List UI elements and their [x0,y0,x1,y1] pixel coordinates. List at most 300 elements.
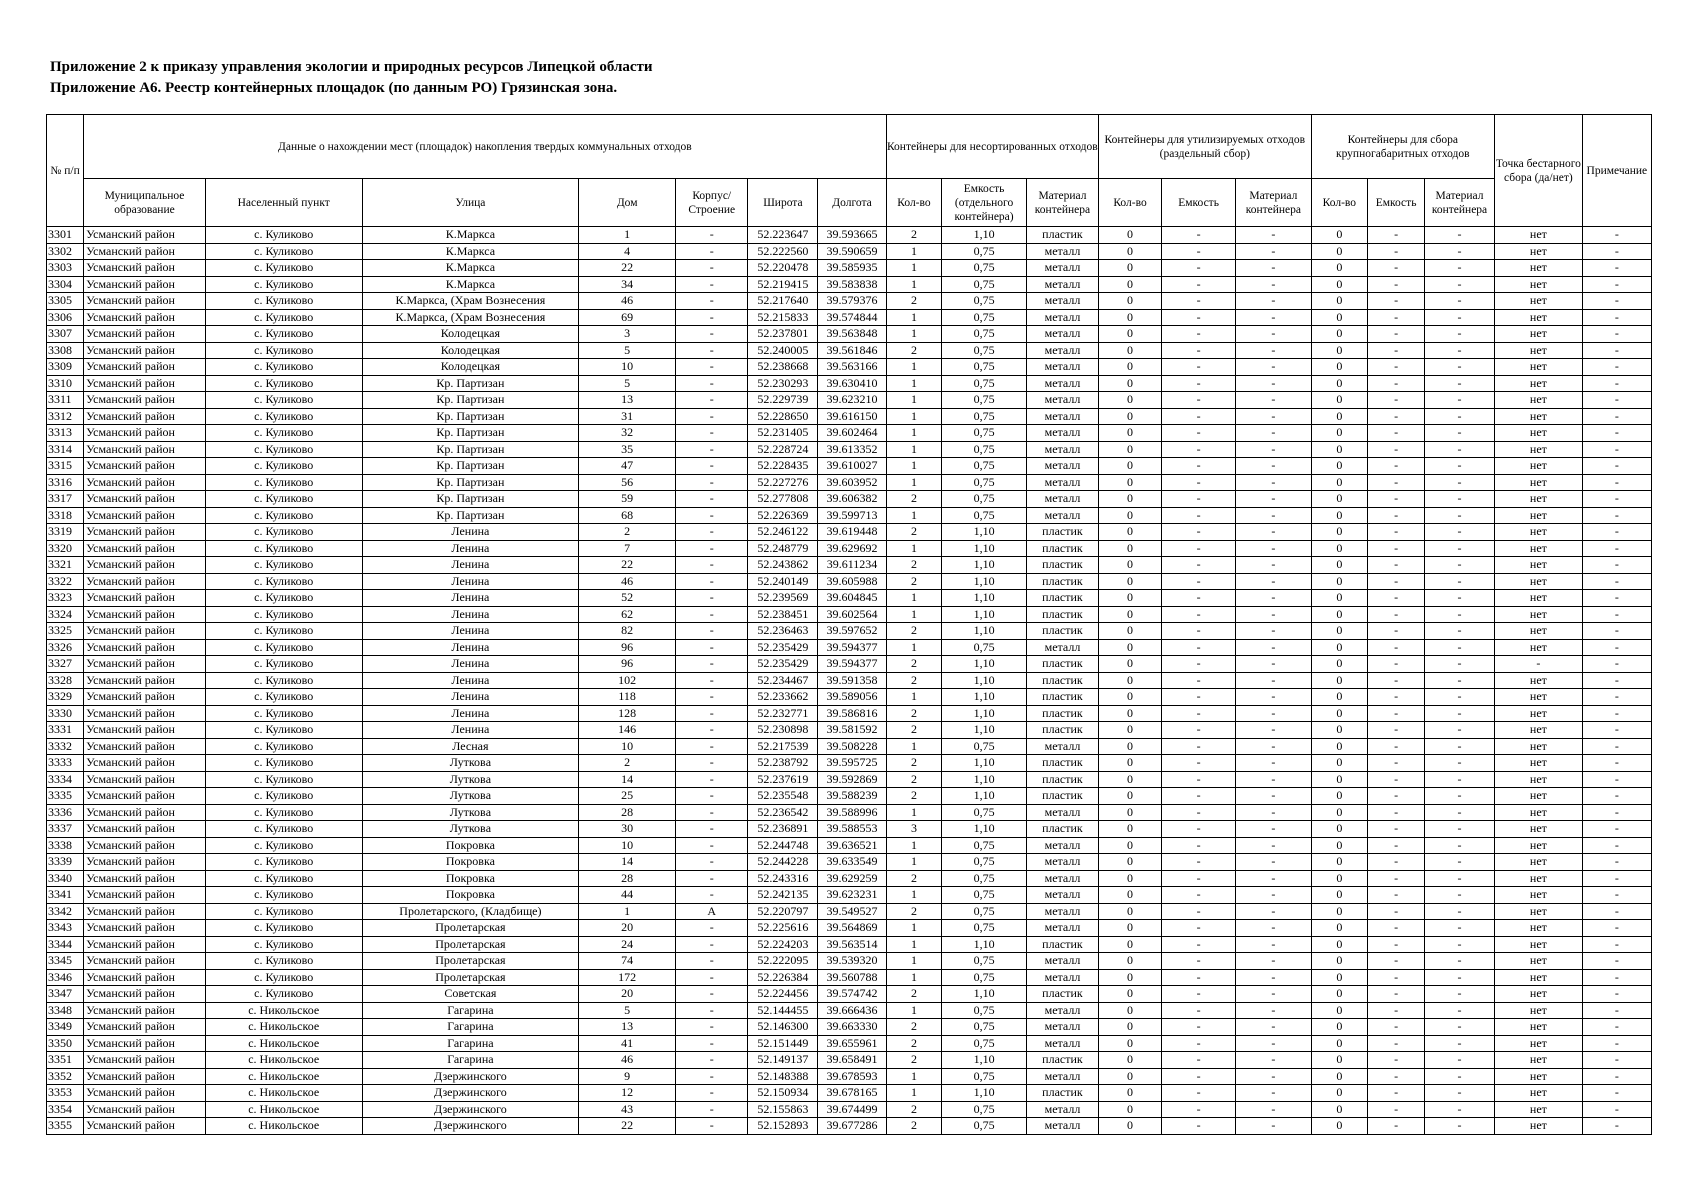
b-capacity-cell: - [1368,606,1425,623]
num-cell: 3342 [47,903,84,920]
note-cell: - [1582,903,1651,920]
u-capacity-cell: 1,10 [942,755,1027,772]
s-capacity-cell: - [1161,392,1235,409]
house-cell: 1 [579,903,676,920]
s-count-cell: 0 [1099,375,1162,392]
s-material-cell: - [1236,342,1311,359]
note-cell: - [1582,854,1651,871]
note-cell: - [1582,260,1651,277]
house-cell: 25 [579,788,676,805]
lon-cell: 39.560788 [818,969,886,986]
lat-cell: 52.236542 [748,804,818,821]
point-cell: нет [1495,639,1583,656]
note-cell: - [1582,953,1651,970]
building-cell: А [676,903,748,920]
b-material-cell: - [1424,491,1494,508]
s-material-cell: - [1236,375,1311,392]
note-cell: - [1582,293,1651,310]
u-count-cell: 1 [886,1085,942,1102]
b-capacity-cell: - [1368,1101,1425,1118]
note-cell: - [1582,540,1651,557]
b-count-cell: 0 [1311,474,1368,491]
u-count-cell: 1 [886,276,942,293]
building-cell: - [676,672,748,689]
lat-cell: 52.242135 [748,887,818,904]
s-material-cell: - [1236,524,1311,541]
settlement-cell: с. Куликово [205,425,362,442]
s-material-cell: - [1236,887,1311,904]
s-capacity-cell: - [1161,804,1235,821]
s-count-cell: 0 [1099,1101,1162,1118]
street-cell: Лутковa [362,821,579,838]
b-capacity-cell: - [1368,293,1425,310]
house-cell: 20 [579,986,676,1003]
u-capacity-cell: 1,10 [942,606,1027,623]
s-count-cell: 0 [1099,408,1162,425]
point-cell: нет [1495,293,1583,310]
s-material-cell: - [1236,623,1311,640]
municipality-cell: Усманский район [84,903,206,920]
s-capacity-cell: - [1161,342,1235,359]
street-cell: Ленина [362,590,579,607]
header-group-bulky: Контейнеры для сбора крупногабаритных отходов [1311,115,1495,179]
b-capacity-cell: - [1368,1002,1425,1019]
b-material-cell: - [1424,1035,1494,1052]
municipality-cell: Усманский район [84,309,206,326]
u-count-cell: 1 [886,953,942,970]
house-cell: 13 [579,1019,676,1036]
settlement-cell: с. Куликово [205,986,362,1003]
municipality-cell: Усманский район [84,722,206,739]
house-cell: 14 [579,771,676,788]
s-material-cell: - [1236,639,1311,656]
b-capacity-cell: - [1368,359,1425,376]
table-row [47,557,1652,574]
settlement-cell: с. Куликово [205,854,362,871]
table-row [47,969,1652,986]
point-cell: нет [1495,623,1583,640]
street-cell: Лутковa [362,771,579,788]
street-cell: Дзержинского [362,1085,579,1102]
b-material-cell: - [1424,1002,1494,1019]
table-row [47,689,1652,706]
s-capacity-cell: - [1161,738,1235,755]
s-count-cell: 0 [1099,788,1162,805]
note-cell: - [1582,1085,1651,1102]
s-material-cell: - [1236,672,1311,689]
b-capacity-cell: - [1368,491,1425,508]
point-cell: нет [1495,1019,1583,1036]
table-row [47,755,1652,772]
b-count-cell: 0 [1311,227,1368,244]
settlement-cell: с. Куликово [205,276,362,293]
num-cell: 3327 [47,656,84,673]
s-capacity-cell: - [1161,606,1235,623]
b-count-cell: 0 [1311,936,1368,953]
header-s-material: Материал контейнера [1236,179,1311,227]
header-u-material: Материал контейнера [1026,179,1098,227]
num-cell: 3315 [47,458,84,475]
u-material-cell: металл [1026,953,1098,970]
lon-cell: 39.602464 [818,425,886,442]
s-count-cell: 0 [1099,722,1162,739]
point-cell: нет [1495,1035,1583,1052]
u-capacity-cell: 0,75 [942,854,1027,871]
table-row [47,425,1652,442]
s-count-cell: 0 [1099,755,1162,772]
note-cell: - [1582,243,1651,260]
b-count-cell: 0 [1311,953,1368,970]
s-capacity-cell: - [1161,639,1235,656]
street-cell: К.Маркса [362,260,579,277]
note-cell: - [1582,639,1651,656]
u-material-cell: пластик [1026,590,1098,607]
s-capacity-cell: - [1161,788,1235,805]
b-capacity-cell: - [1368,623,1425,640]
u-capacity-cell: 0,75 [942,953,1027,970]
building-cell: - [676,969,748,986]
u-count-cell: 2 [886,227,942,244]
note-cell: - [1582,887,1651,904]
settlement-cell: с. Куликово [205,788,362,805]
lon-cell: 39.539320 [818,953,886,970]
note-cell: - [1582,425,1651,442]
lon-cell: 39.619448 [818,524,886,541]
u-material-cell: пластик [1026,705,1098,722]
table-row [47,936,1652,953]
b-count-cell: 0 [1311,309,1368,326]
table-row [47,672,1652,689]
u-count-cell: 1 [886,590,942,607]
point-cell: нет [1495,491,1583,508]
s-capacity-cell: - [1161,293,1235,310]
b-count-cell: 0 [1311,672,1368,689]
num-cell: 3305 [47,293,84,310]
street-cell: Ленина [362,573,579,590]
u-capacity-cell: 1,10 [942,590,1027,607]
municipality-cell: Усманский район [84,590,206,607]
b-count-cell: 0 [1311,573,1368,590]
u-material-cell: металл [1026,1002,1098,1019]
point-cell: нет [1495,507,1583,524]
num-cell: 3329 [47,689,84,706]
s-material-cell: - [1236,771,1311,788]
street-cell: Кр. Партизан [362,441,579,458]
b-count-cell: 0 [1311,293,1368,310]
house-cell: 118 [579,689,676,706]
point-cell: нет [1495,854,1583,871]
building-cell: - [676,738,748,755]
street-cell: Ленина [362,672,579,689]
u-material-cell: пластик [1026,606,1098,623]
u-material-cell: металл [1026,293,1098,310]
house-cell: 28 [579,870,676,887]
u-capacity-cell: 0,75 [942,870,1027,887]
num-cell: 3306 [47,309,84,326]
u-material-cell: пластик [1026,1052,1098,1069]
b-count-cell: 0 [1311,1052,1368,1069]
lon-cell: 39.595725 [818,755,886,772]
u-count-cell: 1 [886,689,942,706]
lat-cell: 52.236891 [748,821,818,838]
u-capacity-cell: 0,75 [942,738,1027,755]
lat-cell: 52.150934 [748,1085,818,1102]
u-count-cell: 1 [886,260,942,277]
s-material-cell: - [1236,821,1311,838]
num-cell: 3321 [47,557,84,574]
house-cell: 10 [579,837,676,854]
s-capacity-cell: - [1161,969,1235,986]
settlement-cell: с. Никольское [205,1019,362,1036]
s-capacity-cell: - [1161,1068,1235,1085]
municipality-cell: Усманский район [84,524,206,541]
u-count-cell: 1 [886,425,942,442]
settlement-cell: с. Куликово [205,903,362,920]
s-material-cell: - [1236,936,1311,953]
u-count-cell: 2 [886,1118,942,1135]
lat-cell: 52.235429 [748,639,818,656]
b-count-cell: 0 [1311,1002,1368,1019]
b-count-cell: 0 [1311,755,1368,772]
s-capacity-cell: - [1161,1085,1235,1102]
house-cell: 46 [579,1052,676,1069]
settlement-cell: с. Куликово [205,507,362,524]
lon-cell: 39.605988 [818,573,886,590]
header-lon: Долгота [818,179,886,227]
u-material-cell: пластик [1026,672,1098,689]
s-material-cell: - [1236,788,1311,805]
num-cell: 3353 [47,1085,84,1102]
u-material-cell: пластик [1026,722,1098,739]
building-cell: - [676,656,748,673]
b-material-cell: - [1424,425,1494,442]
b-count-cell: 0 [1311,887,1368,904]
b-capacity-cell: - [1368,771,1425,788]
s-material-cell: - [1236,969,1311,986]
s-count-cell: 0 [1099,1002,1162,1019]
lat-cell: 52.235548 [748,788,818,805]
table-row [47,771,1652,788]
s-count-cell: 0 [1099,953,1162,970]
settlement-cell: с. Куликово [205,260,362,277]
u-count-cell: 1 [886,920,942,937]
b-capacity-cell: - [1368,986,1425,1003]
b-capacity-cell: - [1368,243,1425,260]
u-capacity-cell: 1,10 [942,1052,1027,1069]
num-cell: 3345 [47,953,84,970]
num-cell: 3338 [47,837,84,854]
header-street: Улица [362,179,579,227]
u-count-cell: 2 [886,623,942,640]
building-cell: - [676,573,748,590]
building-cell: - [676,936,748,953]
building-cell: - [676,392,748,409]
s-material-cell: - [1236,474,1311,491]
street-cell: Ленина [362,606,579,623]
table-row [47,738,1652,755]
point-cell: нет [1495,755,1583,772]
table-row [47,309,1652,326]
num-cell: 3318 [47,507,84,524]
s-count-cell: 0 [1099,326,1162,343]
note-cell: - [1582,491,1651,508]
s-capacity-cell: - [1161,623,1235,640]
lon-cell: 39.592869 [818,771,886,788]
s-capacity-cell: - [1161,887,1235,904]
b-count-cell: 0 [1311,243,1368,260]
s-capacity-cell: - [1161,375,1235,392]
s-count-cell: 0 [1099,1052,1162,1069]
b-count-cell: 0 [1311,408,1368,425]
u-material-cell: металл [1026,854,1098,871]
u-material-cell: металл [1026,425,1098,442]
street-cell: Покровка [362,837,579,854]
b-material-cell: - [1424,870,1494,887]
lon-cell: 39.604845 [818,590,886,607]
u-capacity-cell: 0,75 [942,1002,1027,1019]
settlement-cell: с. Куликово [205,953,362,970]
point-cell: нет [1495,920,1583,937]
b-count-cell: 0 [1311,623,1368,640]
u-material-cell: металл [1026,326,1098,343]
s-count-cell: 0 [1099,342,1162,359]
s-capacity-cell: - [1161,705,1235,722]
note-cell: - [1582,1019,1651,1036]
num-cell: 3331 [47,722,84,739]
b-material-cell: - [1424,1118,1494,1135]
b-capacity-cell: - [1368,722,1425,739]
num-cell: 3320 [47,540,84,557]
municipality-cell: Усманский район [84,755,206,772]
lon-cell: 39.593665 [818,227,886,244]
street-cell: Кр. Партизан [362,458,579,475]
lat-cell: 52.235429 [748,656,818,673]
lat-cell: 52.239569 [748,590,818,607]
u-capacity-cell: 0,75 [942,639,1027,656]
u-material-cell: пластик [1026,689,1098,706]
settlement-cell: с. Куликово [205,689,362,706]
point-cell: нет [1495,903,1583,920]
street-cell: К.Маркса [362,243,579,260]
s-material-cell: - [1236,227,1311,244]
municipality-cell: Усманский район [84,738,206,755]
u-material-cell: пластик [1026,771,1098,788]
settlement-cell: с. Куликово [205,771,362,788]
u-material-cell: металл [1026,408,1098,425]
num-cell: 3332 [47,738,84,755]
building-cell: - [676,276,748,293]
b-material-cell: - [1424,821,1494,838]
u-material-cell: металл [1026,276,1098,293]
municipality-cell: Усманский район [84,276,206,293]
table-row [47,243,1652,260]
u-capacity-cell: 0,75 [942,474,1027,491]
s-material-cell: - [1236,276,1311,293]
b-material-cell: - [1424,326,1494,343]
lat-cell: 52.152893 [748,1118,818,1135]
num-cell: 3348 [47,1002,84,1019]
lat-cell: 52.236463 [748,623,818,640]
s-count-cell: 0 [1099,936,1162,953]
lon-cell: 39.663330 [818,1019,886,1036]
note-cell: - [1582,326,1651,343]
note-cell: - [1582,1101,1651,1118]
u-capacity-cell: 1,10 [942,986,1027,1003]
settlement-cell: с. Никольское [205,1085,362,1102]
u-material-cell: металл [1026,260,1098,277]
b-count-cell: 0 [1311,1068,1368,1085]
lat-cell: 52.244748 [748,837,818,854]
note-cell: - [1582,359,1651,376]
table-row [47,953,1652,970]
lat-cell: 52.230293 [748,375,818,392]
u-material-cell: металл [1026,375,1098,392]
b-material-cell: - [1424,606,1494,623]
building-cell: - [676,557,748,574]
b-material-cell: - [1424,557,1494,574]
lon-cell: 39.623210 [818,392,886,409]
u-material-cell: металл [1026,903,1098,920]
u-material-cell: пластик [1026,821,1098,838]
s-capacity-cell: - [1161,359,1235,376]
municipality-cell: Усманский район [84,639,206,656]
b-material-cell: - [1424,540,1494,557]
settlement-cell: с. Куликово [205,408,362,425]
lon-cell: 39.623231 [818,887,886,904]
point-cell: нет [1495,672,1583,689]
street-cell: Ленина [362,689,579,706]
s-capacity-cell: - [1161,1019,1235,1036]
b-material-cell: - [1424,1101,1494,1118]
municipality-cell: Усманский район [84,1019,206,1036]
b-capacity-cell: - [1368,441,1425,458]
b-capacity-cell: - [1368,804,1425,821]
lon-cell: 39.591358 [818,672,886,689]
lon-cell: 39.563514 [818,936,886,953]
s-capacity-cell: - [1161,689,1235,706]
note-cell: - [1582,441,1651,458]
b-material-cell: - [1424,375,1494,392]
table-body [47,227,1652,1135]
b-material-cell: - [1424,788,1494,805]
settlement-cell: с. Куликово [205,821,362,838]
u-capacity-cell: 0,75 [942,1068,1027,1085]
b-material-cell: - [1424,1085,1494,1102]
street-cell: Дзержинского [362,1101,579,1118]
b-capacity-cell: - [1368,920,1425,937]
num-cell: 3308 [47,342,84,359]
house-cell: 31 [579,408,676,425]
s-capacity-cell: - [1161,1035,1235,1052]
b-capacity-cell: - [1368,557,1425,574]
b-material-cell: - [1424,441,1494,458]
street-cell: Колодецкая [362,342,579,359]
num-cell: 3343 [47,920,84,937]
u-count-cell: 1 [886,606,942,623]
b-material-cell: - [1424,986,1494,1003]
building-cell: - [676,524,748,541]
s-material-cell: - [1236,1068,1311,1085]
street-cell: Пролетарская [362,969,579,986]
building-cell: - [676,771,748,788]
b-count-cell: 0 [1311,920,1368,937]
settlement-cell: с. Куликово [205,672,362,689]
lat-cell: 52.227276 [748,474,818,491]
s-capacity-cell: - [1161,590,1235,607]
s-material-cell: - [1236,738,1311,755]
street-cell: Гагарина [362,1052,579,1069]
table-row [47,870,1652,887]
